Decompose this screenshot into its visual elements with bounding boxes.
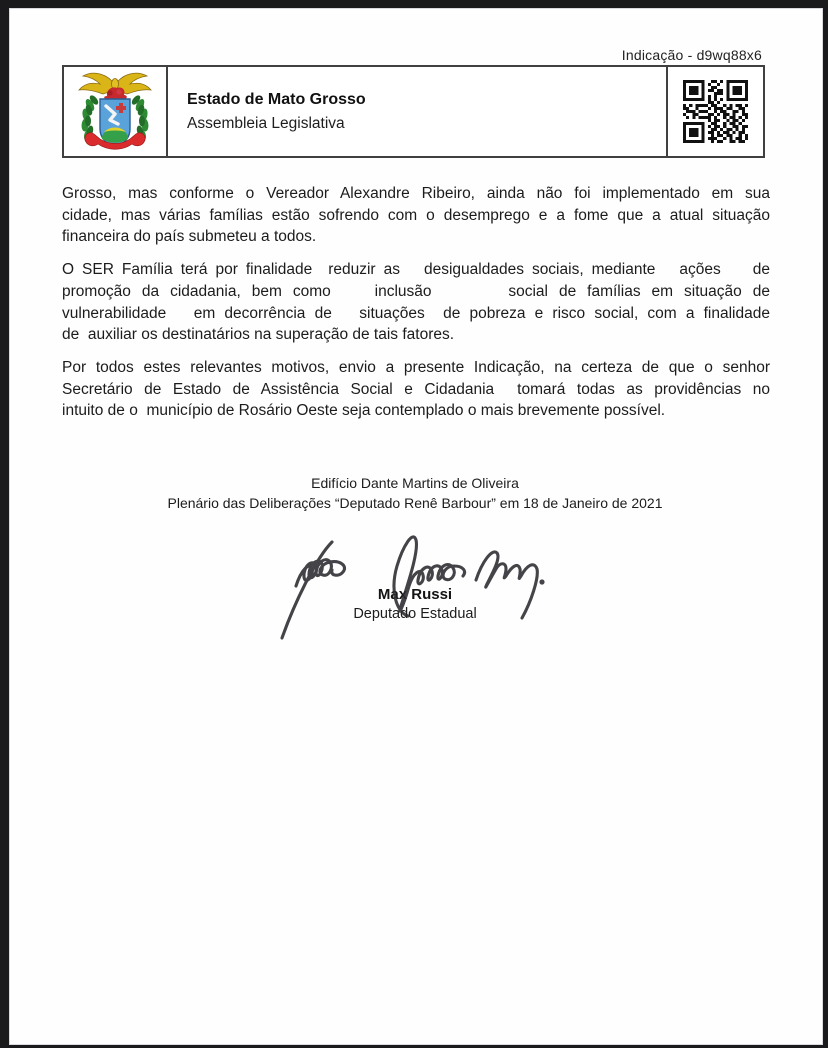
body-line: promoção da cidadania, bem como inclusão social de famílias em situação de [62, 282, 770, 300]
body-line: Por todos estes relevantes motivos, envio a presente Indicação, na certeza de que o senhor [62, 358, 770, 376]
body-paragraph [62, 357, 770, 422]
header-institution-name: Assembleia Legislativa [187, 114, 345, 132]
venue-building-line: Edifício Dante Martins de Oliveira [311, 475, 519, 491]
handwritten-signature-image [256, 518, 548, 642]
document-page [10, 9, 822, 1044]
body-line: intuito de o município de Rosário Oeste seja contemplado o mais brevemente possível. [62, 402, 666, 420]
document-reference: Indicação - d9wq88x6 [621, 47, 762, 63]
body-line: de auxiliar os destinatários na superação de tais fatores. [62, 326, 455, 344]
body-line: vulnerabilidade em decorrência de situações de pobreza e risco social, com a finalidade [62, 304, 770, 322]
body-line: O SER Família terá por finalidade reduzir as desigualdades sociais, mediante ações de [62, 261, 770, 279]
body-paragraph [62, 183, 770, 248]
body-paragraph [62, 259, 770, 346]
body-line: Grosso, mas conforme o Vereador Alexandre Ribeiro, ainda não foi implementado em sua [62, 185, 770, 202]
body-line: financeira do país submeteu a todos. [62, 228, 317, 246]
coat-of-arms-cell [64, 67, 168, 156]
venue-plenary-date-line: Plenário das Deliberações “Deputado Renê Barbour” em 18 de Janeiro de 2021 [167, 495, 663, 512]
signer-title: Deputado Estadual [353, 606, 477, 622]
qr-code-cell [666, 67, 763, 156]
document-body [62, 183, 770, 433]
qr-code-icon [683, 80, 748, 143]
header-state-name: Estado de Mato Grosso [187, 90, 366, 108]
document-header [62, 65, 765, 158]
body-line: cidade, mas várias famílias estão sofrendo com o desemprego e a fome que a atual situação [62, 206, 770, 224]
header-titles [168, 67, 666, 156]
body-line: Secretário de Estado de Assistência Social e Cidadania tomará todas as providências no [62, 380, 770, 398]
closing-venue [62, 473, 768, 514]
mato-grosso-coat-of-arms-icon [76, 69, 154, 155]
signer-name: Max Russi [377, 586, 453, 603]
